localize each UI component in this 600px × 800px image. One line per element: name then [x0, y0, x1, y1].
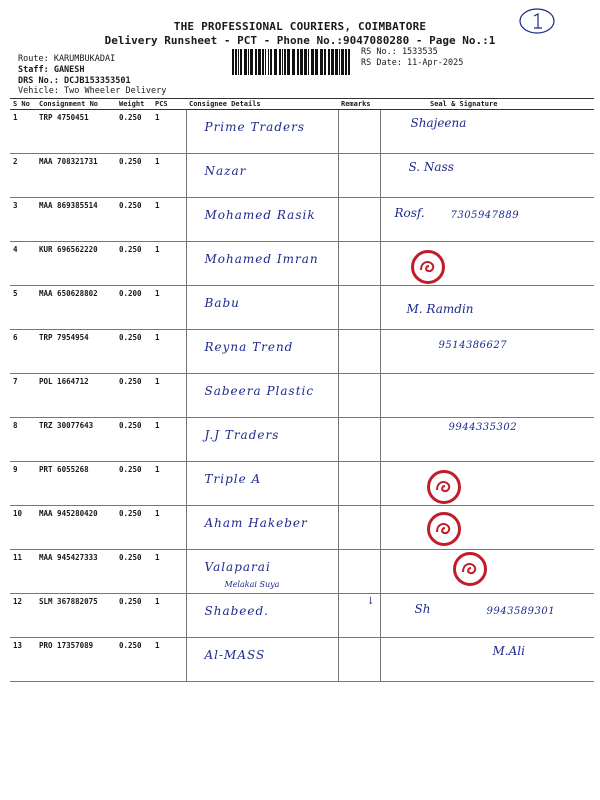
row-pcs: 1 — [152, 594, 186, 638]
row-remarks-cell — [338, 198, 380, 242]
row-signature-cell — [380, 638, 594, 682]
barcode-bar — [279, 49, 281, 75]
barcode-bar — [262, 49, 264, 75]
row-consignee: Valaparai — [204, 560, 271, 574]
row-consignment-no: MAA 945280420 — [36, 506, 116, 550]
barcode-bar — [284, 49, 286, 75]
row-sno: 9 — [10, 462, 36, 506]
row-sno: 5 — [10, 286, 36, 330]
runsheet-table — [10, 98, 594, 682]
row-consignee-cell — [186, 418, 338, 462]
row-consignee: Mohamed Rasik — [204, 208, 316, 222]
row-signature: M. Ramdin — [406, 302, 474, 316]
row-consignee: Prime Traders — [204, 120, 306, 134]
row-consignee: Triple A — [204, 472, 262, 486]
staff-label: Staff: GANESH — [18, 65, 85, 75]
row-pcs: 1 — [152, 110, 186, 154]
barcode-bar — [331, 49, 334, 75]
barcode-bar — [345, 49, 347, 75]
row-signature-cell — [380, 286, 594, 330]
rs-date: RS Date: 11-Apr-2025 — [361, 58, 464, 68]
row-remarks-cell — [338, 550, 380, 594]
row-consignment-no: POL 1664712 — [36, 374, 116, 418]
table-row — [10, 638, 594, 682]
row-weight: 0.250 — [116, 550, 152, 594]
row-phone: 9514386627 — [438, 340, 508, 351]
row-weight: 0.250 — [116, 374, 152, 418]
row-remarks-cell — [338, 286, 380, 330]
row-remarks-cell — [338, 594, 380, 638]
row-weight: 0.250 — [116, 594, 152, 638]
row-remarks-cell — [338, 154, 380, 198]
table-row — [10, 330, 594, 374]
row-sno: 10 — [10, 506, 36, 550]
row-sno: 11 — [10, 550, 36, 594]
table-row — [10, 242, 594, 286]
barcode-bar — [348, 49, 350, 75]
row-pcs: 1 — [152, 462, 186, 506]
row-remarks-cell — [338, 242, 380, 286]
row-sno: 1 — [10, 110, 36, 154]
row-consignee: Babu — [204, 296, 240, 310]
barcode-bar — [311, 49, 314, 75]
row-weight: 0.250 — [116, 506, 152, 550]
row-sno: 4 — [10, 242, 36, 286]
table-row — [10, 154, 594, 198]
row-pcs: 1 — [152, 550, 186, 594]
row-pcs: 1 — [152, 418, 186, 462]
row-weight: 0.250 — [116, 330, 152, 374]
row-remarks-cell — [338, 638, 380, 682]
row-consignee-cell — [186, 638, 338, 682]
row-consignment-no: MAA 650628802 — [36, 286, 116, 330]
row-pcs: 1 — [152, 154, 186, 198]
row-weight: 0.250 — [116, 154, 152, 198]
row-consignee: Nazar — [204, 164, 247, 178]
row-signature-cell — [380, 154, 594, 198]
drs-number: DRS No.: DCJB153353501 — [18, 76, 131, 86]
row-weight: 0.250 — [116, 462, 152, 506]
col-sno: S No — [10, 99, 36, 110]
row-weight: 0.250 — [116, 638, 152, 682]
barcode-bar — [335, 49, 338, 75]
row-consignee-cell — [186, 594, 338, 638]
row-remarks-cell — [338, 374, 380, 418]
row-signature-cell — [380, 506, 594, 550]
barcode-bar — [232, 49, 234, 75]
barcode-bar — [235, 49, 237, 75]
row-sno: 12 — [10, 594, 36, 638]
row-signature: M.Ali — [492, 644, 525, 658]
barcode-bar — [248, 49, 249, 75]
row-consignee-cell — [186, 242, 338, 286]
table-row — [10, 418, 594, 462]
row-signature-cell — [380, 374, 594, 418]
col-consignee: Consignee Details — [186, 99, 338, 110]
barcode-bar — [238, 49, 239, 75]
row-consignee-cell — [186, 550, 338, 594]
table-row — [10, 198, 594, 242]
barcode-bar — [250, 49, 253, 75]
barcode-bar — [324, 49, 326, 75]
barcode-bar — [341, 49, 344, 75]
row-consignment-no: MAA 869385514 — [36, 198, 116, 242]
row-consignment-no: TRZ 30077643 — [36, 418, 116, 462]
row-signature-cell — [380, 242, 594, 286]
row-remarks-cell — [338, 506, 380, 550]
row-sno: 6 — [10, 330, 36, 374]
row-phone: 9944335302 — [448, 422, 518, 433]
table-row — [10, 286, 594, 330]
barcode-bar — [287, 49, 290, 75]
row-consignment-no: TRP 4750451 — [36, 110, 116, 154]
rs-number: RS No.: 1533535 — [361, 47, 438, 57]
vehicle-label: Vehicle: Two Wheeler Delivery — [18, 86, 167, 96]
row-phone: 9943589301 — [486, 606, 556, 617]
row-pcs: 1 — [152, 330, 186, 374]
table-row — [10, 594, 594, 638]
row-sno: 2 — [10, 154, 36, 198]
row-consignee-cell — [186, 506, 338, 550]
barcode-bar — [265, 49, 266, 75]
row-signature-cell — [380, 550, 594, 594]
barcode-bar — [240, 49, 242, 75]
barcode-image — [230, 49, 354, 75]
route-label: Route: KARUMBUKADAI — [18, 54, 116, 64]
table-header-row — [10, 99, 594, 110]
row-remarks-cell — [338, 110, 380, 154]
row-pcs: 1 — [152, 506, 186, 550]
col-consignment: Consignment No — [36, 99, 116, 110]
row-consignee: Aham Hakeber — [204, 516, 308, 530]
table-row — [10, 506, 594, 550]
row-pcs: 1 — [152, 286, 186, 330]
row-consignee-cell — [186, 330, 338, 374]
col-remarks: Remarks — [338, 99, 380, 110]
row-signature-cell — [380, 594, 594, 638]
row-signature-cell — [380, 330, 594, 374]
row-remark: ↓ — [366, 596, 375, 607]
row-consignment-no: KUR 696562220 — [36, 242, 116, 286]
row-weight: 0.250 — [116, 198, 152, 242]
row-weight: 0.250 — [116, 242, 152, 286]
row-phone: 7305947889 — [450, 210, 520, 221]
row-consignee-cell — [186, 462, 338, 506]
barcode-bar — [292, 49, 295, 75]
row-consignee-cell — [186, 286, 338, 330]
barcode-bar — [270, 49, 272, 75]
row-signature-cell — [380, 198, 594, 242]
row-consignment-no: MAA 708321731 — [36, 154, 116, 198]
row-signature: Rosf. — [394, 206, 425, 220]
row-signature-cell — [380, 110, 594, 154]
row-signature-cell — [380, 418, 594, 462]
row-consignee-cell — [186, 110, 338, 154]
barcode-bar — [268, 49, 269, 75]
row-weight: 0.250 — [116, 110, 152, 154]
row-consignee: Mohamed Imran — [204, 252, 319, 266]
row-remarks-cell — [338, 330, 380, 374]
row-signature: Shajeena — [410, 116, 467, 130]
barcode-bar — [282, 49, 283, 75]
barcode-bar — [300, 49, 303, 75]
row-consignment-no: SLM 367882075 — [36, 594, 116, 638]
row-delivery-stamp — [411, 250, 445, 284]
runsheet-subtitle: Delivery Runsheet - PCT - Phone No.:9047080280 - Page No.:1 — [104, 34, 496, 47]
col-seal-signature: Seal & Signature — [380, 99, 594, 110]
row-consignee-cell — [186, 374, 338, 418]
barcode-bar — [274, 49, 277, 75]
barcode-bar — [320, 49, 323, 75]
row-delivery-stamp — [427, 512, 461, 546]
table-row — [10, 374, 594, 418]
row-pcs: 1 — [152, 638, 186, 682]
row-consignee-line2: Melakai Suya — [224, 580, 280, 589]
col-pcs: PCS — [152, 99, 186, 110]
row-consignee-cell — [186, 198, 338, 242]
row-sno: 13 — [10, 638, 36, 682]
row-consignment-no: MAA 945427333 — [36, 550, 116, 594]
row-delivery-stamp — [427, 470, 461, 504]
barcode-bar — [255, 49, 257, 75]
row-signature: Sh — [414, 602, 431, 616]
row-pcs: 1 — [152, 198, 186, 242]
barcode-bar — [304, 49, 307, 75]
barcode-bar — [315, 49, 318, 75]
row-consignee: Al-MASS — [204, 648, 266, 662]
row-pcs: 1 — [152, 242, 186, 286]
table-row — [10, 550, 594, 594]
row-pcs: 1 — [152, 374, 186, 418]
barcode-bar — [258, 49, 261, 75]
row-sno: 3 — [10, 198, 36, 242]
row-consignment-no: PRT 6055268 — [36, 462, 116, 506]
row-sno: 7 — [10, 374, 36, 418]
row-weight: 0.250 — [116, 418, 152, 462]
row-remarks-cell — [338, 418, 380, 462]
table-row — [10, 462, 594, 506]
barcode-bar — [244, 49, 247, 75]
barcode-bar — [328, 49, 330, 75]
company-title: THE PROFESSIONAL COURIERS, COIMBATORE — [173, 20, 427, 33]
row-consignment-no: PRO 17357089 — [36, 638, 116, 682]
col-weight: Weight — [116, 99, 152, 110]
row-consignee: Shabeed. — [204, 604, 269, 618]
row-consignee: Sabeera Plastic — [204, 384, 315, 398]
row-delivery-stamp — [453, 552, 487, 586]
barcode-bar — [308, 49, 309, 75]
row-consignee: Reyna Trend — [204, 340, 294, 354]
row-sno: 8 — [10, 418, 36, 462]
barcode-bar — [297, 49, 299, 75]
table-row — [10, 110, 594, 154]
row-signature-cell — [380, 462, 594, 506]
row-consignee: J.J Traders — [204, 428, 280, 442]
row-remarks-cell — [338, 462, 380, 506]
row-consignee-cell — [186, 154, 338, 198]
row-weight: 0.200 — [116, 286, 152, 330]
row-signature: S. Nass — [408, 160, 454, 174]
row-consignment-no: TRP 7954954 — [36, 330, 116, 374]
barcode-bar — [339, 49, 340, 75]
